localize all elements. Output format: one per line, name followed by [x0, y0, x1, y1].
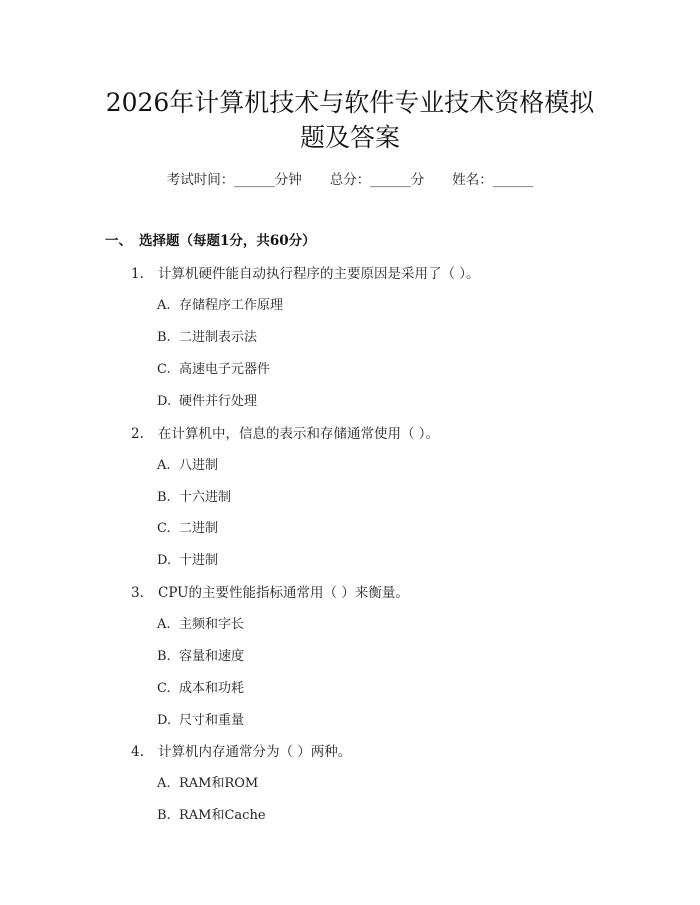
option-text: 容量和速度 — [179, 649, 245, 664]
option-text: 八进制 — [179, 458, 219, 473]
question-4 — [131, 740, 351, 760]
question-text: 计算机内存通常分为（ ）两种。 — [158, 744, 352, 760]
option-2d — [157, 549, 218, 568]
option-1a — [157, 294, 283, 313]
exam-score-label: 总分：______分 — [329, 172, 425, 188]
option-text: 二进制 — [179, 521, 219, 536]
option-letter: A. — [157, 617, 171, 632]
exam-time-label: 考试时间：______分钟 — [166, 172, 302, 188]
question-number: 1. — [131, 266, 144, 282]
option-letter: C. — [157, 681, 171, 696]
option-text: 十六进制 — [179, 490, 232, 505]
option-letter: B. — [157, 490, 171, 505]
question-1 — [131, 262, 480, 282]
option-1b — [157, 326, 257, 345]
option-text: 硬件并行处理 — [179, 394, 258, 409]
document-title-line-1: 2026年计算机技术与软件专业技术资格模拟 — [105, 88, 595, 117]
exam-meta-line — [0, 168, 700, 188]
option-text: 尺寸和重量 — [179, 713, 245, 728]
option-4a — [157, 772, 258, 791]
option-letter: A. — [157, 776, 171, 791]
question-number: 4. — [131, 744, 144, 760]
option-text: 二进制表示法 — [179, 330, 258, 345]
option-2b — [157, 486, 231, 505]
option-2a — [157, 454, 218, 473]
option-3c — [157, 677, 244, 696]
option-text: 十进制 — [179, 553, 219, 568]
option-3d — [157, 709, 244, 728]
option-letter: D. — [157, 394, 172, 409]
option-letter: B. — [157, 649, 171, 664]
question-number: 2. — [131, 426, 144, 442]
option-text: 成本和功耗 — [179, 681, 245, 696]
document-title-line-2: 题及答案 — [299, 123, 400, 152]
option-letter: A. — [157, 298, 171, 313]
option-letter: D. — [157, 553, 172, 568]
option-text: RAM和ROM — [179, 776, 259, 791]
section-heading — [105, 229, 316, 249]
option-letter: B. — [157, 808, 171, 823]
exam-name-label: 姓名：______ — [452, 172, 534, 188]
question-text: CPU的主要性能指标通常用（ ）来衡量。 — [158, 585, 409, 601]
question-text: 计算机硬件能自动执行程序的主要原因是采用了（ ）。 — [158, 266, 480, 282]
question-text: 在计算机中，信息的表示和存储通常使用（ ）。 — [158, 426, 440, 442]
option-letter: C. — [157, 521, 171, 536]
question-3 — [131, 581, 409, 601]
option-letter: D. — [157, 713, 172, 728]
question-2 — [131, 422, 439, 442]
option-letter: B. — [157, 330, 171, 345]
option-letter: A. — [157, 458, 171, 473]
option-4b — [157, 804, 266, 823]
question-number: 3. — [131, 585, 144, 601]
option-text: 存储程序工作原理 — [179, 298, 284, 313]
section-number: 一、 — [105, 233, 132, 249]
option-3b — [157, 645, 244, 664]
option-text: 主频和字长 — [179, 617, 245, 632]
option-2c — [157, 517, 218, 536]
option-1d — [157, 390, 257, 409]
option-text: 高速电子元器件 — [179, 362, 271, 377]
section-title: 选择题（每题1分，共60分） — [139, 233, 316, 249]
option-3a — [157, 613, 244, 632]
option-text: RAM和Cache — [179, 808, 266, 823]
option-1c — [157, 358, 270, 377]
option-letter: C. — [157, 362, 171, 377]
